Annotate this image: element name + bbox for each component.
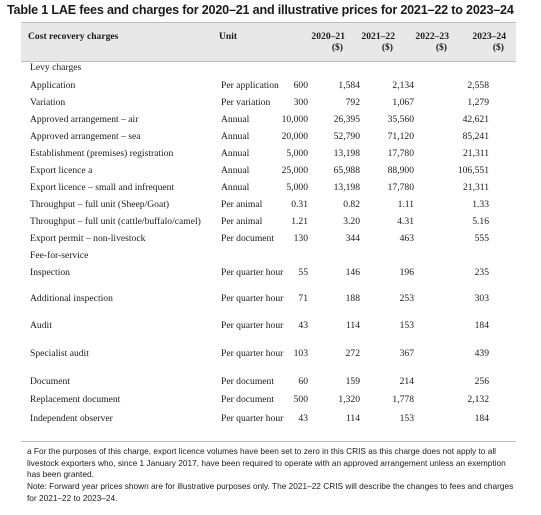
row-value: 17,780 [387,182,414,193]
row-value: 85,241 [462,131,489,142]
row-label: Document [30,376,70,387]
row-value: 1,320 [338,394,360,405]
row-value: 1,067 [392,97,414,108]
row-value: 3.20 [343,216,360,227]
row-label: Approved arrangement – sea [30,131,141,142]
row-unit: Annual [221,165,250,176]
row-value: 26,395 [333,114,360,125]
row-label: Audit [30,320,52,331]
row-value: 106,551 [457,165,489,176]
row-value: 463 [399,233,414,244]
row-value: 88,900 [387,165,414,176]
row-value: 65,988 [333,165,360,176]
row-unit: Per quarter hour [221,413,284,424]
row-value: 13,198 [333,182,360,193]
row-unit: Per quarter hour [221,348,284,359]
row-label: Export permit – non-livestock [30,233,146,244]
row-label: Throughput – full unit (cattle/buffalo/camel) [30,216,201,227]
row-label: Inspection [30,267,70,278]
row-value: 55 [298,267,308,278]
row-value: 130 [293,233,308,244]
header-unit: Unit [219,31,238,42]
row-value: 5,000 [286,148,308,159]
row-label: Variation [30,97,66,108]
row-value: 35,560 [387,114,414,125]
row-label: Additional inspection [30,293,113,304]
row-value: 500 [293,394,308,405]
row-value: 253 [399,293,414,304]
row-label: Independent observer [30,413,113,424]
row-value: 159 [345,376,360,387]
footnote-note: Note: Forward year prices shown are for illustrative purposes only. The 2021–22 CRIS will describe the changes to fees and charges for 2021–22 to 2023–24. [27,481,514,503]
row-unit: Annual [221,114,250,125]
row-unit: Annual [221,148,250,159]
row-unit: Per application [221,80,279,91]
header-year-unit: ($) [492,42,504,53]
row-value: 555 [474,233,489,244]
table-title: Table 1 LAE fees and charges for 2020–21 and illustrative prices for 2021–22 to 2023–24 [7,3,514,17]
row-value: 439 [474,348,489,359]
row-value: 600 [293,80,308,91]
row-value: 1,584 [338,80,360,91]
row-value: 17,780 [387,148,414,159]
row-value: 13,198 [333,148,360,159]
row-label: Export licence – small and infrequent [30,182,175,193]
row-value: 20,000 [281,131,308,142]
row-value: 153 [399,320,414,331]
row-value: 21,311 [462,182,489,193]
header-year-unit: ($) [331,42,343,53]
row-label: Replacement document [30,394,121,405]
row-value: 10,000 [281,114,308,125]
row-value: 114 [345,320,360,331]
header-year-2022-23 [389,31,449,53]
row-label: Specialist audit [30,348,89,359]
row-value: 5.16 [472,216,489,227]
row-value: 256 [474,376,489,387]
row-value: 1.21 [291,216,308,227]
row-value: 1.11 [397,199,414,210]
row-unit: Per animal [221,199,263,210]
row-value: 52,790 [333,131,360,142]
table-bottom-rule [21,441,516,442]
row-unit: Per animal [221,216,263,227]
row-value: 146 [345,267,360,278]
row-value: 272 [345,348,360,359]
row-value: 1,279 [467,97,489,108]
row-value: 21,311 [462,148,489,159]
row-value: 2,132 [467,394,489,405]
header-year-label: 2020–21 [311,31,345,42]
row-value: 0.82 [343,199,360,210]
row-value: 2,558 [467,80,489,91]
row-unit: Per document [221,376,275,387]
row-unit: Annual [221,182,250,193]
header-charge: Cost recovery charges [28,31,119,42]
row-value: 71 [298,293,308,304]
row-unit: Per quarter hour [221,267,284,278]
row-unit: Per variation [221,97,271,108]
footnote-a: a For the purposes of this charge, export licence volumes have been set to zero in this CRIS as this charge does not apply to all livestock exporters who, since 1 January 2017, have been required to operate with an approved arrangement unless an exemption has been granted. [27,446,506,479]
header-year-unit: ($) [381,42,393,53]
row-value: 43 [298,320,308,331]
row-value: 60 [298,376,308,387]
row-value: 792 [345,97,360,108]
row-value: 367 [399,348,414,359]
row-value: 71,120 [387,131,414,142]
row-value: 103 [293,348,308,359]
row-value: 235 [474,267,489,278]
row-unit: Per document [221,394,275,405]
header-year-2023-24 [446,31,506,53]
header-year-label: 2022–23 [415,31,449,42]
row-label: Approved arrangement – air [30,114,139,125]
row-label: Throughput – full unit (Sheep/Goat) [30,199,170,210]
row-label: Establishment (premises) registration [30,148,174,159]
row-value: 153 [399,413,414,424]
row-label: Application [30,80,76,91]
row-label: Export licence a [30,165,93,176]
row-value: 184 [474,413,489,424]
row-value: 1.33 [472,199,489,210]
row-unit: Per quarter hour [221,293,284,304]
header-year-label: 2021–22 [361,31,395,42]
row-value: 114 [345,413,360,424]
row-value: 5,000 [286,182,308,193]
row-value: 303 [474,293,489,304]
row-value: 188 [345,293,360,304]
row-value: 1,778 [392,394,414,405]
row-value: 214 [399,376,414,387]
row-value: 42,621 [462,114,489,125]
row-value: 184 [474,320,489,331]
row-label: Levy charges [30,62,82,73]
header-year-label: 2023–24 [472,31,506,42]
row-value: 196 [399,267,414,278]
row-label: Fee-for-service [30,250,89,261]
header-year-2021-22 [335,31,395,53]
row-value: 300 [293,97,308,108]
header-year-unit: ($) [435,42,447,53]
row-value: 4.31 [397,216,414,227]
row-value: 0.31 [291,199,308,210]
row-value: 344 [345,233,360,244]
row-unit: Per quarter hour [221,320,284,331]
row-unit: Per document [221,233,275,244]
table-header [21,22,516,62]
row-value: 43 [298,413,308,424]
row-value: 25,000 [281,165,308,176]
row-unit: Annual [221,131,250,142]
row-value: 2,134 [392,80,414,91]
